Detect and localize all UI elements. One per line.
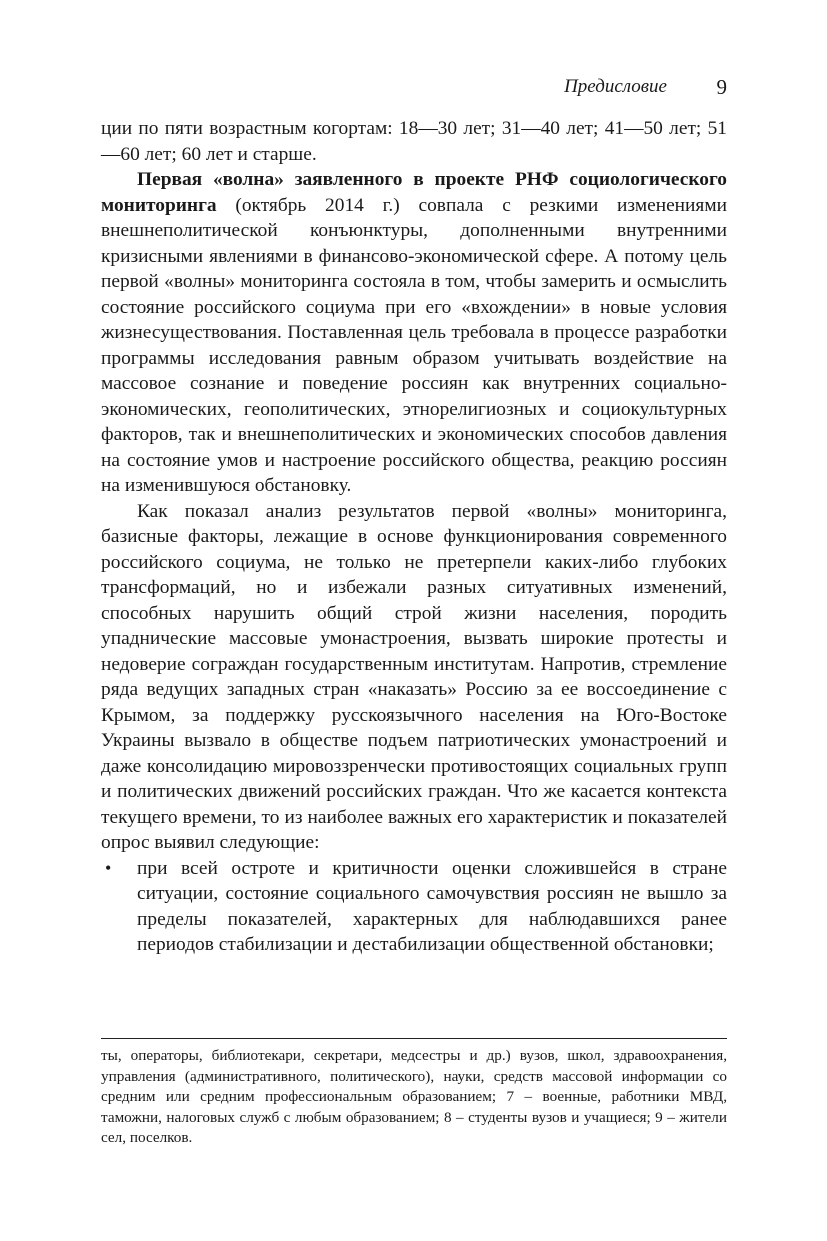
page-number: 9 bbox=[716, 75, 727, 99]
section-title: Предисловие bbox=[564, 76, 667, 97]
main-text bbox=[101, 116, 727, 958]
paragraph-body: (октябрь 2014 г.) совпала с резкими изменениями внешнеполитической конъюнктуры, дополненными внутренними кризисными явлениями в финансово-экономической сфере. А потому цель первой «волны» мониторинга состояла в том, чтобы замерить и осмыслить состояние российского социума при его «вхождении» в новые условия жизнесуществования. Поставленная цель требовала в процессе разработки программы исследования равным образом учитывать воздействие на массовое сознание и поведение россиян как внутренних социально-экономических, геополитических, этнорелигиозных и социокультурных факторов, так и внешнеполитических и экономических способов давления на состояние умов и настроение российского общества, реакцию россиян на изменившуюся обстановку. bbox=[101, 194, 727, 496]
paragraph-bold-lead: Первая «волна» заявленного в проекте РНФ социологического мониторинга bbox=[101, 169, 727, 216]
bullet-icon: • bbox=[105, 857, 112, 878]
book-page bbox=[101, 0, 727, 1241]
paragraph-first-wave bbox=[101, 167, 727, 499]
footnote: ты, операторы, библиотекари, секретари, медсестры и др.) вузов, школ, здравоохранения, управления (административного, политического), науки, средств массовой информации со средним или средним профессиональным образованием; 7 – военные, работники МВД, таможни, налоговых служб с любым образованием; 8 – студенты вузов и учащиеся; 9 – жители сел, поселков. bbox=[101, 1047, 727, 1146]
running-head bbox=[101, 72, 727, 102]
bullet-text: при всей остроте и критичности оценки сложившейся в стране ситуации, состояние социального самочувствия россиян не вышло за пределы показателей, характерных для наблюдавшихся ранее периодов стабилизации и дестабилизации общественной обстановки; bbox=[137, 857, 727, 955]
bullet-list-item bbox=[101, 856, 727, 958]
footnote-divider bbox=[101, 1038, 727, 1039]
paragraph-analysis: Как показал анализ результатов первой «волны» мониторинга, базисные факторы, лежащие в основе функционирования современного российского социума, не только не претерпели каких-либо глубоких трансформаций, но и избежали разных ситуативных изменений, способных нарушить общий строй жизни населения, породить упаднические массовые умонастроения, вызвать широкие протесты и недоверие сограждан государственным институтам. Напротив, стремление ряда ведущих западных стран «наказать» Россию за ее воссоединение с Крымом, за поддержку русскоязычного населения на Юго-Востоке Украины вызвало в обществе подъем патриотических умонастроений и даже консолидацию мировоззренчески противостоящих социальных групп и политических движений российских граждан. Что же касается контекста текущего времени, то из наиболее важных его характеристик и показателей опрос выявил следующие: bbox=[101, 500, 727, 853]
paragraph-continuation: ции по пяти возрастным когортам: 18—30 лет; 31—40 лет; 41—50 лет; 51—60 лет; 60 лет и старше. bbox=[101, 118, 727, 165]
